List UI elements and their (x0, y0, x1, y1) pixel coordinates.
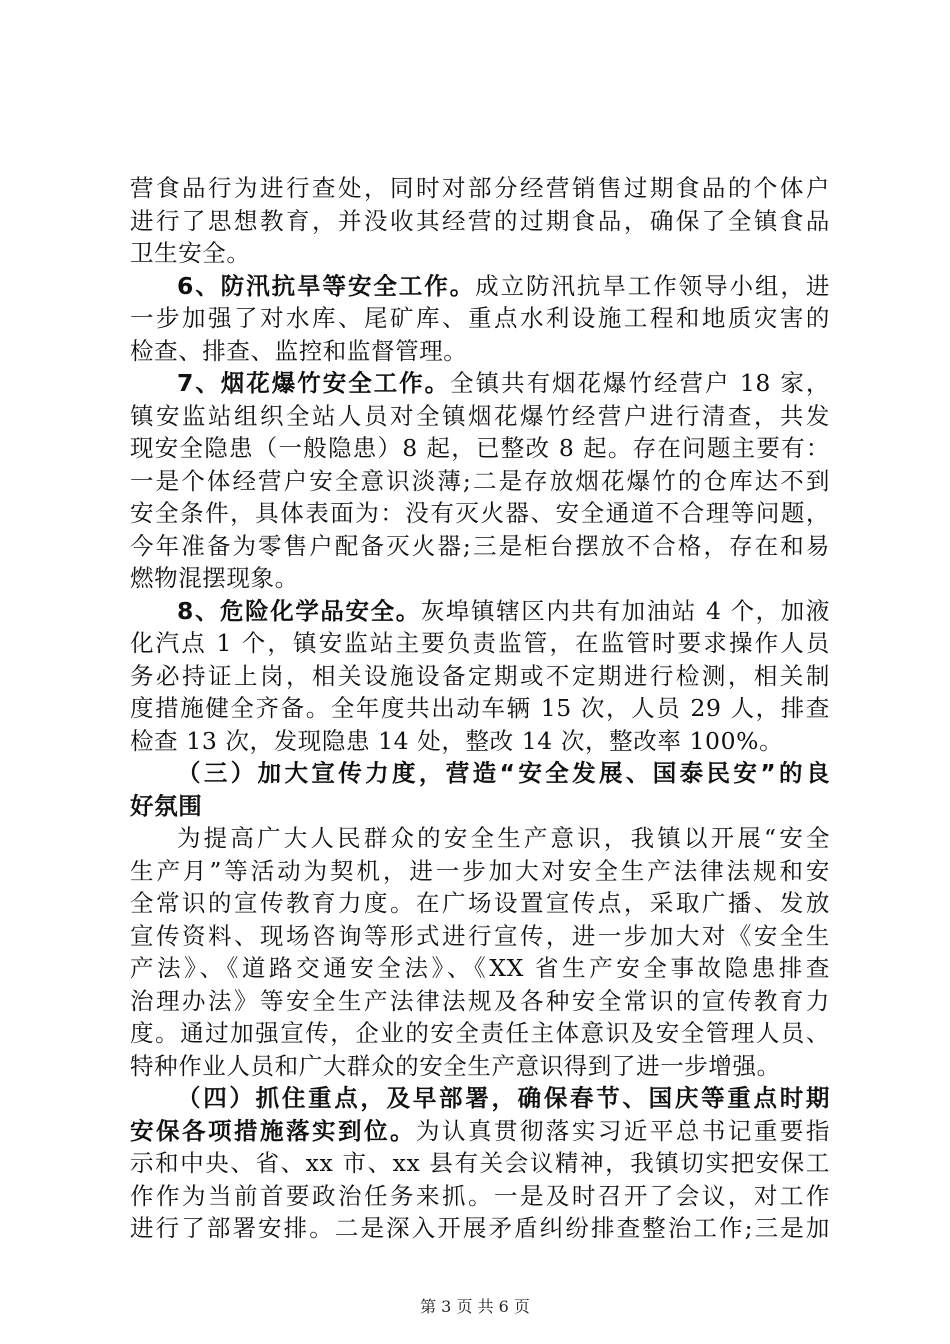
bold-heading-text: 6、防汛抗旱等安全工作。 (177, 271, 476, 300)
text-line (130, 237, 830, 270)
body-text: 化汽点 1 个，镇安监站主要负责监管，在监管时要求操作人员 (130, 629, 830, 657)
body-text: 特种作业人员和广大群众的安全生产意识得到了进一步增强。 (130, 1051, 781, 1080)
text-line (130, 627, 830, 660)
text-line (130, 692, 830, 725)
text-line (130, 367, 830, 400)
bold-heading-text: 7、烟花爆竹安全工作。 (177, 369, 451, 397)
body-text: 宣传资料、现场咨询等形式进行宣传，进一步加大对《安全生 (130, 921, 830, 950)
text-line (130, 270, 830, 303)
text-line (130, 432, 830, 465)
body-text: 成立防汛抗旱工作领导小组，进 (475, 271, 830, 300)
body-text: 生产月”等活动为契机，进一步加大对安全生产法律法规和安 (130, 856, 830, 885)
text-line (130, 822, 830, 855)
body-text: 检查 13 次，发现隐患 14 处，整改 14 次，整改率 100%。 (130, 726, 784, 755)
text-line (130, 1082, 830, 1115)
body-text: 治理办法》等安全生产法律法规及各种安全常识的宣传教育力 (130, 986, 830, 1015)
text-line (130, 855, 830, 888)
text-line (130, 595, 830, 628)
body-text: 一步加强了对水库、尾矿库、重点水利设施工程和地质灾害的 (130, 304, 830, 332)
text-line (130, 790, 830, 823)
body-text: 进行了部署安排。二是深入开展矛盾纠纷排查整治工作;三是加 (130, 1214, 830, 1242)
text-line (130, 660, 830, 693)
body-text: 进行了思想教育，并没收其经营的过期食品，确保了全镇食品 (130, 206, 830, 235)
bold-heading-text: 8、危险化学品安全。 (177, 596, 421, 625)
body-text: 今年准备为零售户配备灭火器;三是柜台摆放不合格，存在和易 (130, 531, 830, 560)
body-text: 安全条件，具体表面为：没有灭火器、安全通道不合理等问题， (130, 499, 830, 527)
body-text: 示和中央、省、xx 市、xx 县有关会议精神，我镇切实把安保工 (130, 1149, 830, 1177)
page-number-label: 第 3 页 共 6 页 (420, 1297, 530, 1316)
body-text: 度。通过加强宣传，企业的安全责任主体意识及安全管理人员、 (130, 1019, 830, 1047)
body-text: 灰埠镇辖区内共有加油站 4 个，加液 (420, 596, 830, 625)
body-text: 卫生安全。 (130, 239, 251, 267)
bold-heading-text: 好氛围 (130, 791, 203, 820)
body-text: 镇安监站组织全站人员对全镇烟花爆竹经营户进行清查，共发 (130, 401, 830, 430)
text-line (130, 1115, 830, 1148)
document-body (130, 172, 830, 1245)
text-line (130, 205, 830, 238)
text-line (130, 530, 830, 563)
text-line (130, 562, 830, 595)
body-text: 一是个体经营户安全意识淡薄;二是存放烟花爆竹的仓库达不到 (130, 466, 830, 495)
body-text: 为认真贯彻落实习近平总书记重要指 (415, 1116, 830, 1145)
body-text: 现安全隐患（一般隐患）8 起，已整改 8 起。存在问题主要有： (130, 434, 830, 462)
page-footer (0, 1294, 950, 1317)
text-line (130, 497, 830, 530)
text-line (130, 1017, 830, 1050)
text-line (130, 985, 830, 1018)
bold-heading-text: （四）抓住重点，及早部署，确保春节、国庆等重点时期 (177, 1084, 830, 1112)
text-line (130, 725, 830, 758)
body-text: 度措施健全齐备。全年度共出动车辆 15 次，人员 29 人，排查 (130, 694, 830, 722)
bold-heading-text: （三）加大宣传力度，营造“安全发展、国泰民安”的良 (177, 759, 830, 787)
bold-heading-text: 安保各项措施落实到位。 (130, 1116, 416, 1145)
text-line (130, 172, 830, 205)
text-line (130, 1212, 830, 1245)
body-text: 为提高广大人民群众的安全生产意识，我镇以开展“安全 (177, 824, 830, 852)
body-text: 作作为当前首要政治任务来抓。一是及时召开了会议，对工作 (130, 1181, 830, 1210)
text-line (130, 400, 830, 433)
text-line (130, 465, 830, 498)
text-line (130, 1050, 830, 1083)
text-line (130, 335, 830, 368)
text-line (130, 920, 830, 953)
body-text: 营食品行为进行查处，同时对部分经营销售过期食品的个体户 (130, 174, 830, 202)
text-line (130, 302, 830, 335)
text-line (130, 757, 830, 790)
body-text: 检查、排查、监控和监督管理。 (130, 336, 468, 365)
text-line (130, 952, 830, 985)
body-text: 务必持证上岗，相关设施设备定期或不定期进行检测，相关制 (130, 661, 830, 690)
text-line (130, 887, 830, 920)
body-text: 全常识的宣传教育力度。在广场设置宣传点，采取广播、发放 (130, 889, 830, 917)
text-line (130, 1180, 830, 1213)
body-text: 产法》、《道路交通安全法》、《XX 省生产安全事故隐患排查 (130, 954, 830, 982)
body-text: 全镇共有烟花爆竹经营户 18 家， (450, 369, 831, 397)
text-line (130, 1147, 830, 1180)
body-text: 燃物混摆现象。 (130, 564, 299, 592)
